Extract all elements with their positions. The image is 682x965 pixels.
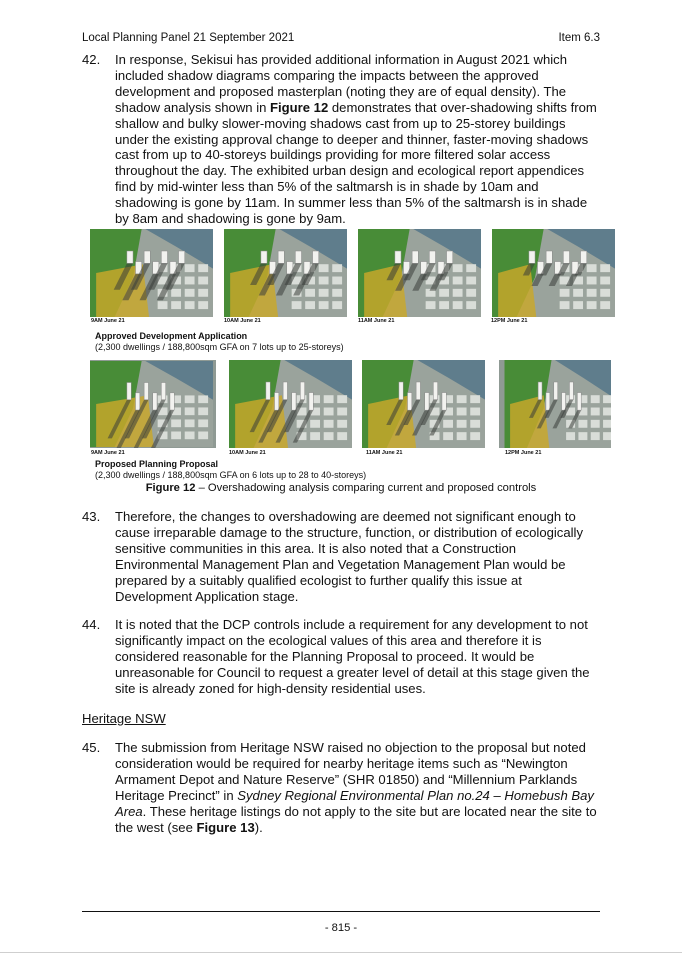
footer-rule	[82, 911, 600, 912]
figure-reference: Figure 12	[270, 99, 329, 115]
paragraph-43	[82, 509, 602, 604]
paragraph-body	[115, 740, 602, 835]
shadow-diagram	[90, 229, 213, 317]
page-edge	[0, 952, 682, 953]
paragraph-number: 43.	[82, 509, 101, 524]
header-item: Item 6.3	[558, 32, 600, 44]
figure-label: Figure 12	[145, 482, 196, 494]
page-header	[82, 32, 600, 44]
aerial-image	[358, 229, 481, 317]
aerial-image	[90, 229, 213, 317]
time-label: 9AM June 21	[91, 318, 125, 324]
paragraph-number: 42.	[82, 52, 101, 67]
paragraph-body: It is noted that the DCP controls include a requirement for any development to not significantly impact on the ecological values of this area and therefore it is considered reasonable for the Planning Proposal to proceed. It would be unreasonable for Council to request a greater level of detail at this stage given the site is already zoned for high-density residential uses.	[115, 617, 590, 696]
aerial-image	[492, 229, 615, 317]
proposed-title: Proposed Planning Proposal	[95, 459, 219, 469]
shadow-diagram	[229, 360, 352, 448]
paragraph-text: The submission from Heritage NSW raised no objection to the proposal but noted consideration would be required for nearby heritage items such as “Newington Armament Depot and Nature Reserve” (SHR 01850) and “Millennium Parklands Heritage Precinct” in	[115, 740, 586, 803]
paragraph-body: Therefore, the changes to overshadowing are deemed not significant enough to cause irreparable damage to the structure, function, or distribution of ecologically sensitive communities in this area. It is also noted that a Construction Environmental Management Plan and Vegetation Management Plan would be prepared by a suitably qualified ecologist to further qualify this issue at Development Application stage.	[115, 509, 583, 604]
proposed-subtitle: (2,300 dwellings / 188,800sqm GFA on 6 lots up to 28 to 40-storeys)	[95, 470, 367, 480]
paragraph-text: demonstrates that over-shadowing shifts from shallow and bulky slower-moving shadows cast from up to 25-storey buildings under the existing approval change to deeper and thinner, faster-moving shadows cast from up to 40-storeys buildings providing for more filtered solar access throughout the day. The exhibited urban design and ecological report appendices find by mid-winter less than 5% of the saltmarsh is in shade by 10am and shadowing is gone by 11am. In summer less than 5% of the saltmarsh is in shade by 8am and shadowing is gone by 9am.	[115, 99, 597, 227]
proposed-shadow-row	[90, 360, 611, 448]
shadow-diagram	[224, 229, 347, 317]
paragraph-45	[82, 740, 602, 835]
paragraph-42	[82, 52, 602, 227]
paragraph-number: 44.	[82, 617, 101, 632]
paragraph-text: In response, Sekisui has provided additional information in August 2021 which included shadow diagrams comparing the impacts between the approved development and proposed masterplan (noting they are of equal density). The shadow analysis shown in	[115, 52, 568, 115]
shadow-diagram	[358, 229, 481, 317]
aerial-image	[499, 360, 611, 448]
time-label: 12PM June 21	[505, 450, 542, 456]
paragraph-number: 45.	[82, 740, 101, 755]
figure-reference: Figure 13	[196, 819, 255, 835]
paragraph-text: . These heritage listings do not apply to the site but are located near the site to the west (see	[115, 803, 597, 835]
page-number: - 815 -	[324, 922, 358, 934]
plan-title: Sydney Regional Environmental Plan no.24 – Homebush Bay Area	[115, 787, 594, 819]
header-meeting: Local Planning Panel 21 September 2021	[82, 32, 295, 44]
aerial-image	[229, 360, 352, 448]
shadow-diagram	[90, 360, 216, 448]
time-label: 9AM June 21	[91, 450, 125, 456]
shadow-diagram	[492, 229, 615, 317]
approved-subtitle: (2,300 dwellings / 188,800sqm GFA on 7 lots up to 25-storeys)	[95, 342, 344, 352]
paragraph-body	[115, 52, 602, 227]
shadow-diagram	[499, 360, 611, 448]
shadow-diagram	[362, 360, 485, 448]
figure-caption	[0, 482, 682, 494]
time-label: 11AM June 21	[358, 318, 395, 324]
paragraph-text: ).	[254, 819, 263, 835]
paragraph-44	[82, 617, 602, 697]
aerial-image	[362, 360, 485, 448]
aerial-image	[224, 229, 347, 317]
time-label: 10AM June 21	[229, 450, 266, 456]
section-heading: Heritage NSW	[82, 711, 166, 726]
figure-caption-text: – Overshadowing analysis comparing current and proposed controls	[195, 482, 537, 494]
approved-shadow-row	[90, 229, 615, 317]
aerial-image	[90, 360, 213, 448]
time-label: 10AM June 21	[224, 318, 261, 324]
approved-title: Approved Development Application	[95, 331, 248, 341]
time-label: 12PM June 21	[491, 318, 528, 324]
time-label: 11AM June 21	[366, 450, 403, 456]
